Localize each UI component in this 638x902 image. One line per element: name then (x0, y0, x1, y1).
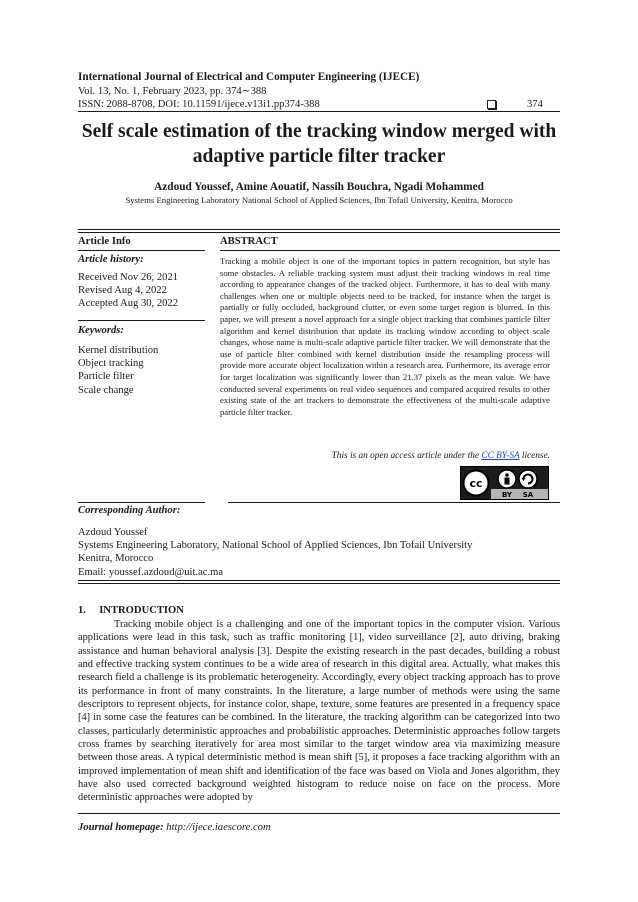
share-alike-icon (519, 470, 537, 488)
divider-bottom-2 (78, 583, 560, 584)
keyword-item: Kernel distribution (78, 345, 159, 356)
corr-location: Kenitra, Morocco (78, 553, 154, 565)
article-info-heading: Article Info (78, 236, 131, 247)
homepage-url[interactable]: http://ijece.iaescore.com (166, 822, 271, 833)
license-suffix: license. (519, 451, 550, 461)
corresponding-heading: Corresponding Author: (78, 505, 181, 516)
cc-by-sa-badge[interactable] (460, 466, 549, 500)
badge-sa-label: SA (522, 491, 534, 499)
abstract-heading: ABSTRACT (220, 236, 278, 247)
license-prefix: This is an open access article under the (331, 451, 482, 461)
badge-by-label: BY (501, 491, 513, 499)
section-body (78, 618, 560, 805)
header-rule (78, 111, 560, 112)
history-revised: Revised Aug 4, 2022 (78, 285, 167, 297)
affiliation: Systems Engineering Laboratory National School of Applied Sciences, Ibn Tofail University, Kenitra, Morocco (125, 195, 513, 205)
divider-bottom-1 (78, 580, 560, 581)
journal-name: International Journal of Electrical and Computer Engineering (IJECE) (78, 71, 420, 83)
corr-rule-left (78, 502, 205, 503)
license-link[interactable]: CC BY-SA (481, 451, 520, 461)
corr-name: Azdoud Youssef (78, 527, 148, 538)
keyword-item: Object tracking (78, 358, 144, 370)
keyword-item: Particle filter (78, 371, 134, 383)
history-list (78, 271, 178, 311)
license-statement (220, 451, 550, 461)
square-icon (487, 100, 496, 109)
corresponding-details (78, 526, 472, 579)
abstract-rule (220, 250, 560, 251)
paper-title: Self scale estimation of the tracking window merged with adaptive particle filter tracker (81, 121, 557, 167)
history-accepted: Accepted Aug 30, 2022 (78, 298, 179, 310)
cc-badge-graphic (461, 467, 548, 499)
section-heading: 1. INTRODUCTION (78, 605, 184, 616)
divider-top-2 (78, 232, 560, 233)
corr-email: Email: youssef.azdoud@uit.ac.ma (78, 566, 224, 578)
author-list: Azdoud Youssef, Amine Aouatif, Nassih Bouchra, Ngadi Mohammed (154, 181, 484, 193)
page-number: 374 (527, 99, 543, 110)
issn-doi: ISSN: 2088-8708, DOI: 10.11591/ijece.v13i1.pp374-388 (78, 99, 320, 110)
keywords-list (78, 344, 158, 397)
footer-rule (78, 813, 560, 814)
keyword-item: Scale change (78, 384, 134, 396)
corr-institution: Systems Engineering Laboratory, National School of Applied Sciences, Ibn Tofail University (78, 540, 473, 552)
homepage-label: Journal homepage: (78, 822, 164, 833)
journal-homepage (78, 822, 271, 833)
keywords-heading: Keywords: (78, 325, 124, 336)
corr-rule-right (228, 502, 560, 503)
article-info-rule (78, 250, 205, 251)
cc-icon-text: cc (469, 477, 483, 490)
section-body-text: Tracking mobile object is a challenging and one of the important topics in the computer vision. Various applications were lead in this task, such as traffic monitoring [1], video surveillance [2], auto driving, braking assistance and human behavioral analysis [3]. Despite the existing research in the past decades, building a robust and effective tracking system continues to be a wide area of research in this digital area. Actually, what makes this research field a challenge is its problematic heterogeneity. Accordingly, every object tracking approach has to prove its performance in front of many constraints. In the literature, a large number of methods were using the same descriptors to represent objects, for instance color, shape, texture, some features are presented in a frequency space [4] in some case the features can be combined. In the literature, the tracking algorithm can be categorized into two classes, particularly deterministic approaches and probabilistic approaches. Deterministic approaches follow targets cross frames by searching iteratively for area most similar to the target window area via maximizing measure between those areas. A typical deterministic method is mean shift [5], it proposes a face tracking algorithm with an improved implementation of mean shift and identification of the face was based on Viola and Jones algorithm, they have also used corrected background weighted histogram to reduce noise on face on the process. More deterministic approaches were adopted by (78, 619, 560, 804)
keywords-rule (78, 320, 205, 321)
history-heading: Article history: (78, 254, 144, 265)
abstract-text: Tracking a mobile object is one of the important topics in pattern recognition, but style has some obstacles. A reliable tracking system must adjust their tracking windows in real time according to appearance changes of the tracked object. Furthermore, it has to deal with many challenges when one or multiple objects need to be tracked, for instance when the target is partially or fully occluded, background clutter, or even some target region is blurred. In this paper, we will present a novel approach for a single object tracking that combines particle filter algorithm and kernel distribution that update its tracking window according to object scale changes, whose name is multi-scale adaptive particle filter tracker. We will demonstrate that the use of particle filter combined with kernel distribution inside the resampling process will provide more accurate object localization within a research area. Furthermore, its average error for target localization was significantly lower than 21.37 pixels as the mean value. We have conducted several experiments on real video sequences and compared acquired results to other existing state of the art trackers to demonstrate the effectiveness of the multi-scale adaptive particle filter tracker. (220, 256, 550, 417)
volume-info: Vol. 13, No. 1, February 2023, pp. 374∼388 (78, 86, 267, 97)
history-received: Received Nov 26, 2021 (78, 272, 179, 283)
divider-top-1 (78, 229, 560, 230)
